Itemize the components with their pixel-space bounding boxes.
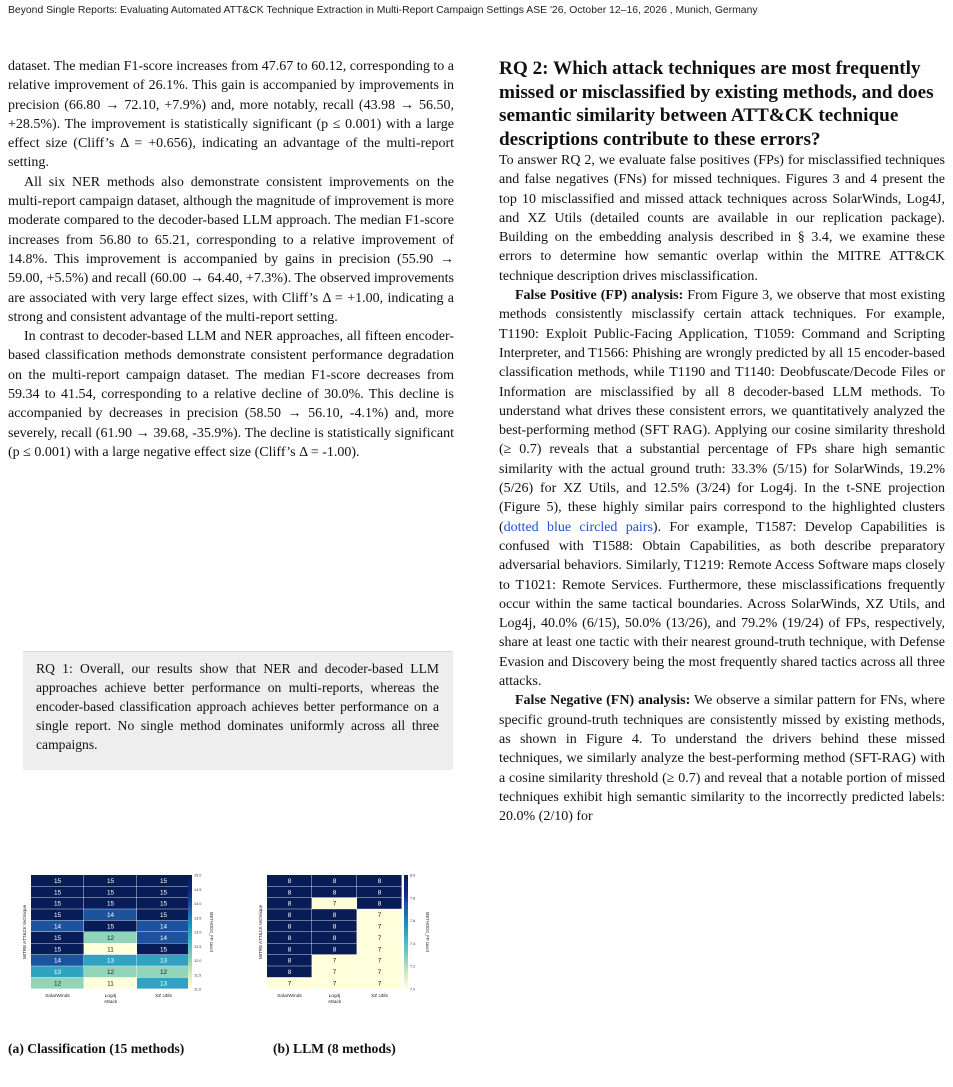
cell-value: 11 [107,980,114,988]
colorbar-segment [188,936,192,940]
cell-value: 8 [332,889,337,897]
colorbar-segment [188,921,192,925]
cell-value: 8 [287,934,292,942]
cell-value: 7 [377,980,382,988]
x-tick-label: XZ Utils [371,994,388,999]
x-tick-label: Log4j [104,994,117,999]
colorbar-segment [404,955,408,959]
colorbar-segment [404,981,408,985]
colorbar-segment [404,962,408,966]
heatmap-llm [247,872,430,1012]
cell-value: 8 [377,889,382,897]
cell-value: 14 [106,912,115,920]
x-tick-label: Log4j [328,994,341,999]
colorbar-segment [188,879,192,883]
paragraph: To answer RQ 2, we evaluate false positives (FPs) for misclassified techniques and false negatives (FNs) for missed techniques. Figures 3 and 4 present the top 10 misclassified and missed attack techniques across SolarWinds, Log4J, and XZ Utils (detailed counts are available in our replication package). Building on the embedding analysis described in § 3.4, we examine these errors to determine how semantic overlap within the MITRE ATT&CK technique description drives misclassification. [499,153,945,284]
colorbar-segment [188,955,192,959]
colorbar-segment [188,981,192,985]
x-axis-label: Attack [103,1000,118,1005]
cell-value: 7 [377,912,382,920]
cell-value: 12 [106,969,115,977]
cell-value: 15 [159,900,168,908]
colorbar-segment [404,951,408,955]
colorbar-segment [404,894,408,898]
cell-value: 8 [287,946,292,954]
colorbar-segment [188,974,192,978]
cell-value: 8 [287,969,292,977]
cell-value: 12 [159,969,168,977]
cell-value: 15 [106,889,115,897]
colorbar-segment [404,947,408,951]
colorbar-segment [188,917,192,921]
x-tick-label: XZ Utils [155,994,172,999]
cell-value: 8 [377,900,382,908]
colorbar-tick: 8.0 [410,873,416,878]
colorbar-segment [188,932,192,936]
colorbar-segment [404,883,408,887]
colorbar-segment [404,932,408,936]
colorbar-segment [188,909,192,913]
colorbar-tick: 7.0 [410,987,416,992]
colorbar-segment [188,924,192,928]
colorbar-segment [404,959,408,963]
cell-value: 15 [53,877,62,885]
cell-value: 8 [332,946,337,954]
cell-value: 14 [159,934,168,942]
colorbar-segment [188,985,192,989]
cell-value: 15 [106,877,115,885]
cell-value: 8 [332,877,337,885]
colorbar-segment [188,894,192,898]
colorbar-tick: 7.6 [410,919,416,924]
colorbar-segment [404,917,408,921]
figure-link[interactable]: dotted blue circled pairs [503,519,653,535]
colorbar-segment [404,913,408,917]
colorbar-segment [188,898,192,902]
colorbar-segment [404,875,408,879]
cell-value: 13 [159,957,168,965]
fp-text-b: ). For example, T1587: Develop Capabilities is confused with T1588: Obtain Capabilities, as both describe preparatory adversarial behaviors. Similarly, T1219: Remote Access Software maps closely to T1021: Remote Services. Furthermore, these misclassifications frequently occur within the same tactical boundaries. Across SolarWinds, XZ Utils, and Log4j, 40.0% (6/15), 50.0% (13/26), and 79.2% (19/24) of FPs, respectively, share at least one tactic with their nearest ground-truth technique, with Defense Evasion and Discovery being the most frequently shared tactics across all three attacks. [499,519,945,690]
x-tick-label: SolarWinds [45,994,70,999]
cell-value: 7 [377,957,382,965]
colorbar-segment [188,902,192,906]
colorbar-segment [404,943,408,947]
caption-llm: (b) LLM (8 methods) [273,1041,396,1056]
colorbar-segment [404,879,408,883]
colorbar-segment [188,966,192,970]
colorbar-segment [188,947,192,951]
cell-value: 7 [377,969,382,977]
cell-value: 14 [53,957,62,965]
cell-value: 8 [332,923,337,931]
cell-value: 15 [53,912,62,920]
colorbar-segment [404,890,408,894]
x-tick-label: SolarWinds [277,994,302,999]
cell-value: 8 [287,957,292,965]
colorbar-segment [404,966,408,970]
cell-value: 14 [53,923,62,931]
rq1-summary-text: RQ 1: Overall, our results show that NER and decoder-based LLM approaches achieve better performance on multi-reports, whereas the encoder-based classification approach achieves better performance on a single report. No single method dominates uniformly across all three campaigns. [36,661,439,752]
right-column [499,57,945,826]
x-axis-label: Attack [327,1000,342,1005]
y-axis-label: MITRE ATT&CK technique [22,904,27,960]
cell-value: 7 [377,923,382,931]
fp-heading: False Positive (FP) analysis: [515,288,684,304]
colorbar-segment [188,940,192,944]
colorbar-segment [404,886,408,890]
cell-value: 7 [332,980,337,988]
cell-value: 7 [332,900,337,908]
fn-paragraph [499,691,945,826]
cell-value: 15 [53,934,62,942]
cell-value: 15 [159,946,168,954]
colorbar-segment [188,875,192,879]
cell-value: 13 [53,969,62,977]
colorbar-segment [188,959,192,963]
cell-value: 15 [53,889,62,897]
colorbar-tick: 7.8 [410,896,416,901]
paragraph: dataset. The median F1-score increases from 47.67 to 60.12, corresponding to a relative improvement of 26.1%. This gain is accompanied by improvements in precision (66.80 → 72.10, +7.9%) and, more notably, recall (43.98 → 56.50, +28.5%). The improvement is statistically significant (p ≤ 0.001) with a large effect size (Cliff’s Δ = +0.656), indicating an advantage of the multi-report setting. [8,59,454,171]
colorbar-segment [404,921,408,925]
colorbar-tick: 14.5 [194,887,202,892]
colorbar-segment [188,951,192,955]
colorbar-tick: 12.5 [194,944,202,949]
cell-value: 8 [287,889,292,897]
colorbar-segment [404,928,408,932]
y-axis-label: MITRE ATT&CK technique [258,904,263,960]
colorbar-segment [404,909,408,913]
colorbar-segment [188,970,192,974]
colorbar-segment [188,890,192,894]
colorbar-segment [188,905,192,909]
cell-value: 7 [377,934,382,942]
colorbar-tick: 11.5 [194,973,202,978]
colorbar-segment [188,962,192,966]
colorbar-tick: 13.0 [194,930,202,935]
cell-value: 15 [53,946,62,954]
colorbar-tick: 13.5 [194,916,202,921]
paragraph: All six NER methods also demonstrate consistent improvements on the multi-report campaign dataset, although the magnitude of improvement is more moderate compared to the decoder-based LLM approach. The median F1-score increases from 56.80 to 65.21, corresponding to a relative improvement of 14.8%. This improvement is accompanied by gains in precision (55.90 → 59.00, +5.5%) and recall (60.00 → 64.40, +7.3%). The observed improvements are associated with very large effect sizes, with Cliff’s Δ = +1.00, indicating a strong and consistent advantage of the multi-report setting. [8,174,454,325]
colorbar-tick: 12.0 [194,959,202,963]
cell-value: 8 [287,923,292,931]
cell-value: 13 [106,957,115,965]
colorbar-tick: 15.0 [194,873,202,878]
colorbar-segment [404,905,408,909]
colorbar-segment [404,978,408,982]
colorbar-segment [404,924,408,928]
colorbar-segment [404,902,408,906]
cell-value: 15 [53,900,62,908]
colorbar-label: METHODS_FP count [209,912,214,952]
rq2-heading: RQ 2: Which attack techniques are most frequently missed or misclassified by existing methods, and does semantic similarity between ATT&CK technique descriptions contribute to these errors? [499,58,934,150]
cell-value: 7 [287,980,292,988]
colorbar-segment [404,970,408,974]
colorbar-segment [404,898,408,902]
colorbar-tick: 7.2 [410,964,416,969]
cell-value: 8 [332,912,337,920]
cell-value: 8 [287,877,292,885]
cell-value: 8 [287,912,292,920]
fp-paragraph [499,286,945,691]
colorbar-segment [188,978,192,982]
colorbar-segment [404,974,408,978]
cell-value: 8 [332,934,337,942]
rq1-summary-box [23,651,453,770]
cell-value: 11 [107,946,114,954]
colorbar-segment [188,928,192,932]
left-column [8,57,454,462]
cell-value: 15 [159,912,168,920]
heatmap-classification [20,872,225,1012]
cell-value: 7 [332,969,337,977]
colorbar-tick: 11.0 [194,987,202,992]
colorbar-segment [404,940,408,944]
cell-value: 7 [332,957,337,965]
fn-heading: False Negative (FN) analysis: [515,693,691,709]
cell-value: 15 [106,923,115,931]
colorbar-segment [188,886,192,890]
colorbar-segment [404,985,408,989]
colorbar-label: METHODS_FP count [425,912,430,952]
caption-classification: (a) Classification (15 methods) [8,1041,185,1056]
cell-value: 14 [159,923,168,931]
fp-text-a: From Figure 3, we observe that most existing methods consistently misclassify certain attack techniques. For example, T1190: Exploit Public-Facing Application, T1059: Command and Scripting Interpreter, and T1566: Phishing are wrongly predicted by all 15 encoder-based classification methods, while T1190 and T1140: Deobfuscate/Decode Files or Information are misclassified by all 8 decoder-based LLM methods. To understand what drives these consistent errors, we quantitatively analyzed the best-performing method (SFT RAG). Applying our cosine similarity threshold (≥ 0.7) reveals that a substantial percentage of FPs share high semantic similarity with the actual ground truth: 33.3% (5/15) for SolarWinds, 19.2% (5/26) for XZ Utils, and 12.5% (3/24) for Log4j. In the t-SNE projection (Figure 5), these highly similar pairs correspond to the highlighted clusters ( [499,288,946,535]
cell-value: 15 [159,889,168,897]
colorbar-segment [188,943,192,947]
cell-value: 8 [377,877,382,885]
running-header: Beyond Single Reports: Evaluating Automated ATT&CK Technique Extraction in Multi-Report Campaign Settings ASE '26, October 12–16, 2026 , Munich, Germany [8,5,758,16]
colorbar-tick: 7.4 [410,941,416,946]
paragraph: In contrast to decoder-based LLM and NER approaches, all fifteen encoder-based classification methods demonstrate consistent performance degradation on the multi-report campaign dataset. The median F1-score decreases from 59.34 to 41.54, corresponding to a relative decline of 30.0%. This decline is accompanied by decreases in precision (58.50 → 56.10, -4.1%) and, more severely, recall (61.90 → 39.68, -35.9%). The decline is statistically significant (p ≤ 0.001) with a large negative effect size (Cliff’s Δ = -1.00). [8,329,454,460]
colorbar-segment [404,936,408,940]
cell-value: 8 [287,900,292,908]
cell-value: 15 [106,900,115,908]
cell-value: 13 [159,980,168,988]
cell-value: 12 [53,980,62,988]
fn-text: We observe a similar pattern for FNs, where specific ground-truth techniques are consistently missed by existing methods, as shown in Figure 4. To understand the drivers behind these missed techniques, we similarly analyze the best-performing method (SFT-RAG) with a cosine similarity threshold (≥ 0.7) and reveal that a notable portion of missed techniques exhibit high semantic similarity to the incorrectly predicted labels: 20.0% (2/10) for [499,693,946,825]
cell-value: 12 [106,934,115,942]
colorbar-segment [188,913,192,917]
cell-value: 15 [159,877,168,885]
cell-value: 7 [377,946,382,954]
colorbar-tick: 14.0 [194,902,202,906]
colorbar-segment [188,883,192,887]
